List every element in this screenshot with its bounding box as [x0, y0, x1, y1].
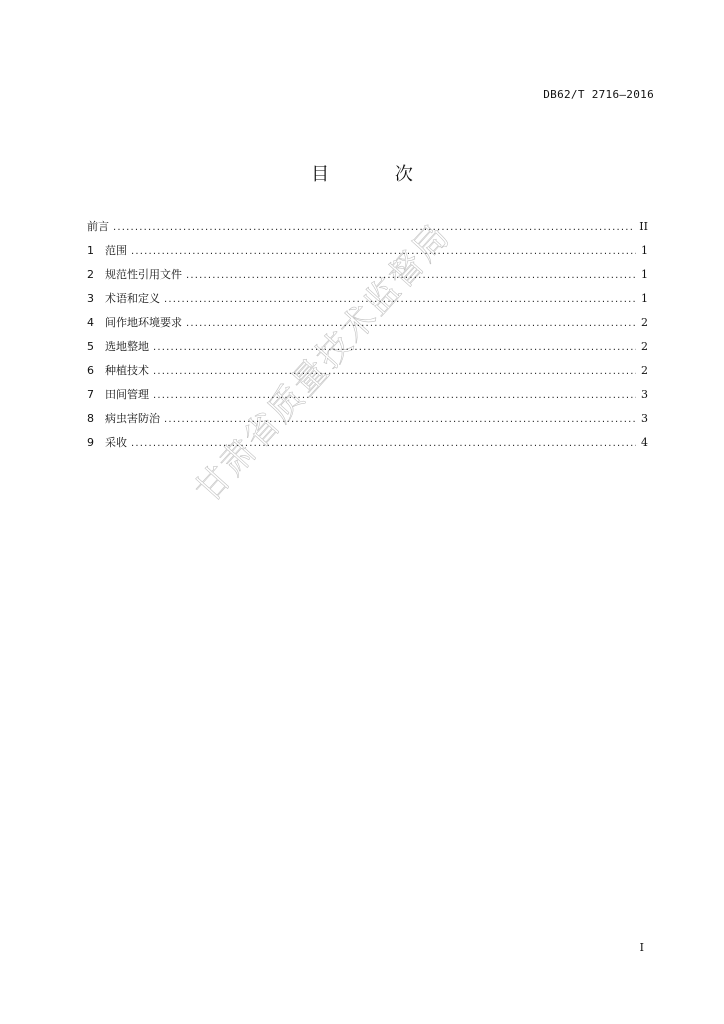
page-number: I [639, 941, 644, 954]
toc-page-number: 1 [641, 292, 648, 305]
toc-page-number: 2 [641, 364, 648, 377]
toc-leader-dots [153, 366, 636, 377]
toc-page-number: 1 [641, 244, 648, 257]
toc-number: 9 [87, 436, 94, 449]
toc-number: 8 [87, 412, 94, 425]
toc-label: 种植技术 [105, 364, 149, 377]
toc-item[interactable] [87, 386, 648, 410]
toc-item[interactable] [87, 410, 648, 434]
toc-item[interactable] [87, 362, 648, 386]
toc-leader-dots [131, 438, 636, 449]
toc-page-number: 4 [641, 436, 648, 449]
toc-page-number: II [639, 220, 648, 233]
toc-label: 术语和定义 [105, 292, 160, 305]
toc-number: 7 [87, 388, 94, 401]
toc-label: 规范性引用文件 [105, 268, 182, 281]
toc-item[interactable] [87, 218, 648, 242]
toc-page-number: 3 [641, 388, 648, 401]
toc-leader-dots [186, 318, 636, 329]
toc-label: 田间管理 [105, 388, 149, 401]
toc-number: 2 [87, 268, 94, 281]
standard-code: DB62/T 2716—2016 [543, 88, 654, 101]
toc-label: 采收 [105, 436, 127, 449]
toc-number: 5 [87, 340, 94, 353]
toc-leader-dots [153, 390, 636, 401]
toc-number: 4 [87, 316, 94, 329]
toc-leader-dots [153, 342, 636, 353]
toc-item[interactable] [87, 434, 648, 458]
toc-label: 范围 [105, 244, 127, 257]
page-title: 目 次 [311, 164, 443, 185]
watermark: 甘肃省质量技术监督局 [187, 215, 459, 511]
toc-page-number: 2 [641, 340, 648, 353]
toc-page-number: 3 [641, 412, 648, 425]
toc-number: 1 [87, 244, 94, 257]
toc-label: 病虫害防治 [105, 412, 160, 425]
toc-number: 3 [87, 292, 94, 305]
toc-label: 选地整地 [105, 340, 149, 353]
toc-label: 间作地环境要求 [105, 316, 182, 329]
toc-number: 6 [87, 364, 94, 377]
toc-leader-dots [113, 222, 635, 233]
toc-label: 前言 [87, 220, 109, 233]
toc-item[interactable] [87, 242, 648, 266]
toc-page-number: 2 [641, 316, 648, 329]
toc-page-number: 1 [641, 268, 648, 281]
